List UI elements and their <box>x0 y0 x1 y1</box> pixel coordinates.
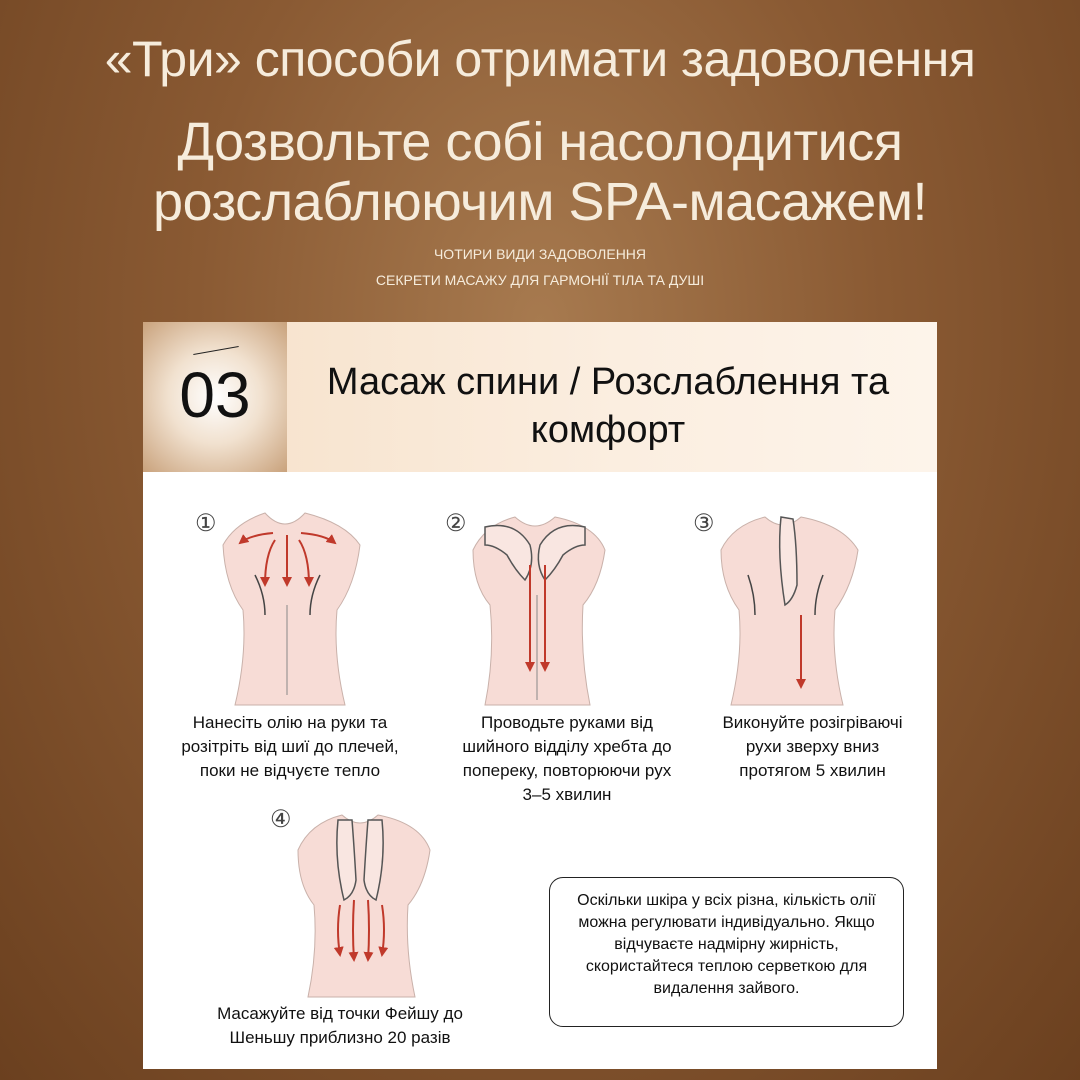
step-2-caption-line: шийного відділу хребта до <box>462 737 672 756</box>
step-3-caption-line: протягом 5 хвилин <box>739 761 886 780</box>
headline-line-2: розслаблюючим SPA-масажем! <box>153 172 927 232</box>
section-number-box <box>143 322 287 472</box>
step-1-caption-line: поки не відчуєте тепло <box>199 761 381 780</box>
step-4-marker: ④ <box>270 805 292 833</box>
headline-line-1: Дозвольте собі насолодитися <box>177 112 903 172</box>
section-title-line-1: Масаж спини / Розслаблення та <box>326 361 890 403</box>
note-line: скористайтеся теплою серветкою для <box>585 958 868 975</box>
headline <box>0 112 1080 232</box>
step-3-caption-line: рухи зверху вниз <box>745 737 880 756</box>
step-2-caption-line: Проводьте руками від <box>481 713 653 732</box>
step-2-caption-line: попереку, повторюючи рух <box>462 761 672 780</box>
step-1-caption <box>170 711 410 783</box>
note-line: Оскільки шкіра у всіх різна, кількість олії <box>577 892 876 909</box>
back-illustration-4-icon <box>270 805 450 1000</box>
subtitle-1: ЧОТИРИ ВИДИ ЗАДОВОЛЕННЯ <box>433 246 647 262</box>
note-line: можна регулювати індивідуально. Якщо <box>578 914 875 931</box>
back-illustration-2-icon <box>445 505 625 710</box>
section-number: 03 <box>179 359 251 431</box>
step-3-caption-line: Виконуйте розігріваючі <box>722 713 903 732</box>
step-4-caption-line: Шеньшу приблизно 20 разів <box>229 1028 451 1047</box>
note-line: видалення зайвого. <box>653 980 800 997</box>
subtitle-2: СЕКРЕТИ МАСАЖУ ДЛЯ ГАРМОНІЇ ТІЛА ТА ДУШІ <box>375 272 705 288</box>
step-2-marker: ② <box>445 509 467 537</box>
back-illustration-1-icon <box>195 505 375 710</box>
step-3-marker: ③ <box>693 509 715 537</box>
number-accent-line <box>193 346 238 355</box>
main-title: «Три» способи отримати задоволення <box>104 31 976 87</box>
step-2-caption <box>442 711 692 807</box>
step-4-caption <box>200 1002 480 1050</box>
step-2-figure <box>445 505 625 710</box>
step-4-caption-line: Масажуйте від точки Фейшу до <box>217 1004 463 1023</box>
step-3-figure <box>693 505 873 710</box>
step-1-caption-line: Нанесіть олію на руки та <box>192 713 388 732</box>
oil-note-box <box>549 877 904 1027</box>
note-line: відчуваєте надмірну жирність, <box>614 936 839 953</box>
section-title <box>313 358 903 454</box>
step-1-caption-line: розітріть від шиї до плечей, <box>181 737 399 756</box>
back-illustration-3-icon <box>693 505 873 710</box>
step-4-figure <box>270 805 450 1000</box>
step-1-figure <box>195 505 375 710</box>
step-3-caption <box>700 711 925 783</box>
step-1-marker: ① <box>195 509 217 537</box>
step-2-caption-line: 3–5 хвилин <box>522 785 612 804</box>
section-title-line-2: комфорт <box>530 409 686 451</box>
section-header <box>143 322 937 472</box>
